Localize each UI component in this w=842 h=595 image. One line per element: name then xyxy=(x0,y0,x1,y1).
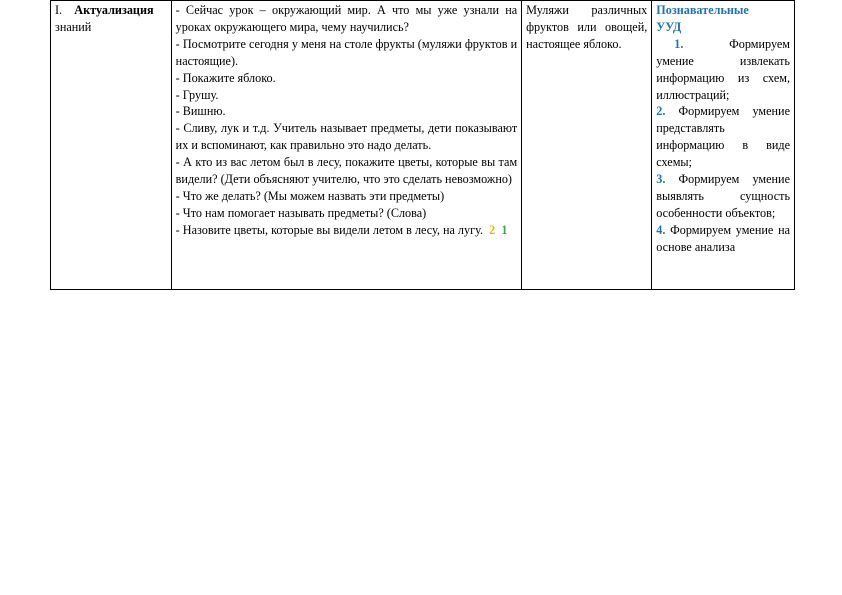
stage-number: I. xyxy=(55,3,63,17)
teacher-activity-cell xyxy=(171,1,521,290)
uud-item-number: 2. xyxy=(656,104,666,119)
uud-title: Познавательные xyxy=(656,3,749,17)
teacher-line: - Сливу, лук и т.д. Учитель называет предметы, дети показывают их и вспоминают, как правильно это надо делать. xyxy=(175,121,518,153)
uud-item-number: 4. xyxy=(656,222,666,237)
teacher-line: - Покажите яблоко. xyxy=(175,70,276,85)
lesson-plan-table xyxy=(50,0,795,290)
uud-item-text: Формируем умение представлять информацию в виде схемы; xyxy=(656,104,790,170)
teacher-line-last xyxy=(176,222,517,239)
teacher-line: - Сейчас урок – окружающий мир. А что мы уже узнали на уроках окружающего мира, чему научились? xyxy=(175,3,518,34)
materials-cell xyxy=(522,1,652,290)
stage-title: Актуализация xyxy=(74,3,154,17)
teacher-line: - Назовите цветы, которые вы видели летом в лесу, на лугу. xyxy=(175,222,484,237)
uud-item-text: Формируем умение на основе анализа xyxy=(656,222,790,254)
stage-title-continued: знаний xyxy=(55,19,92,34)
uud-cell xyxy=(652,1,795,290)
teacher-line: - Посмотрите сегодня у меня на столе фрукты (муляжи фруктов и настоящие). xyxy=(175,36,518,68)
uud-item xyxy=(656,103,790,171)
stage-cell xyxy=(51,1,172,290)
mark-number-yellow: 2 xyxy=(489,222,496,237)
teacher-line: - Вишню. xyxy=(175,104,226,119)
uud-title-abbr: УУД xyxy=(656,19,682,34)
uud-item xyxy=(656,171,790,222)
teacher-line: - Что нам помогает называть предметы? (Слова) xyxy=(175,205,427,220)
table-row xyxy=(51,1,795,290)
teacher-line: - А кто из вас летом был в лесу, покажите цветы, которые вы там видели? (Дети объясняют учителю, что это сделать невозможно) xyxy=(175,155,518,187)
teacher-line: - Грушу. xyxy=(175,87,219,102)
uud-item-number: 3. xyxy=(656,172,666,187)
uud-item-text: Формируем умение извлекать информацию из схем, иллюстраций; xyxy=(656,36,790,102)
uud-item-number: 1. xyxy=(674,36,684,51)
materials-text: Муляжи различных фруктов или овощей, настоящее яблоко. xyxy=(526,3,648,51)
mark-number-green: 1 xyxy=(501,222,508,237)
teacher-line: - Что же делать? (Мы можем назвать эти предметы) xyxy=(175,188,445,203)
uud-item xyxy=(656,222,790,256)
uud-item-text: Формируем умение выявлять сущность особенности объектов; xyxy=(656,172,790,220)
uud-item xyxy=(656,36,790,104)
